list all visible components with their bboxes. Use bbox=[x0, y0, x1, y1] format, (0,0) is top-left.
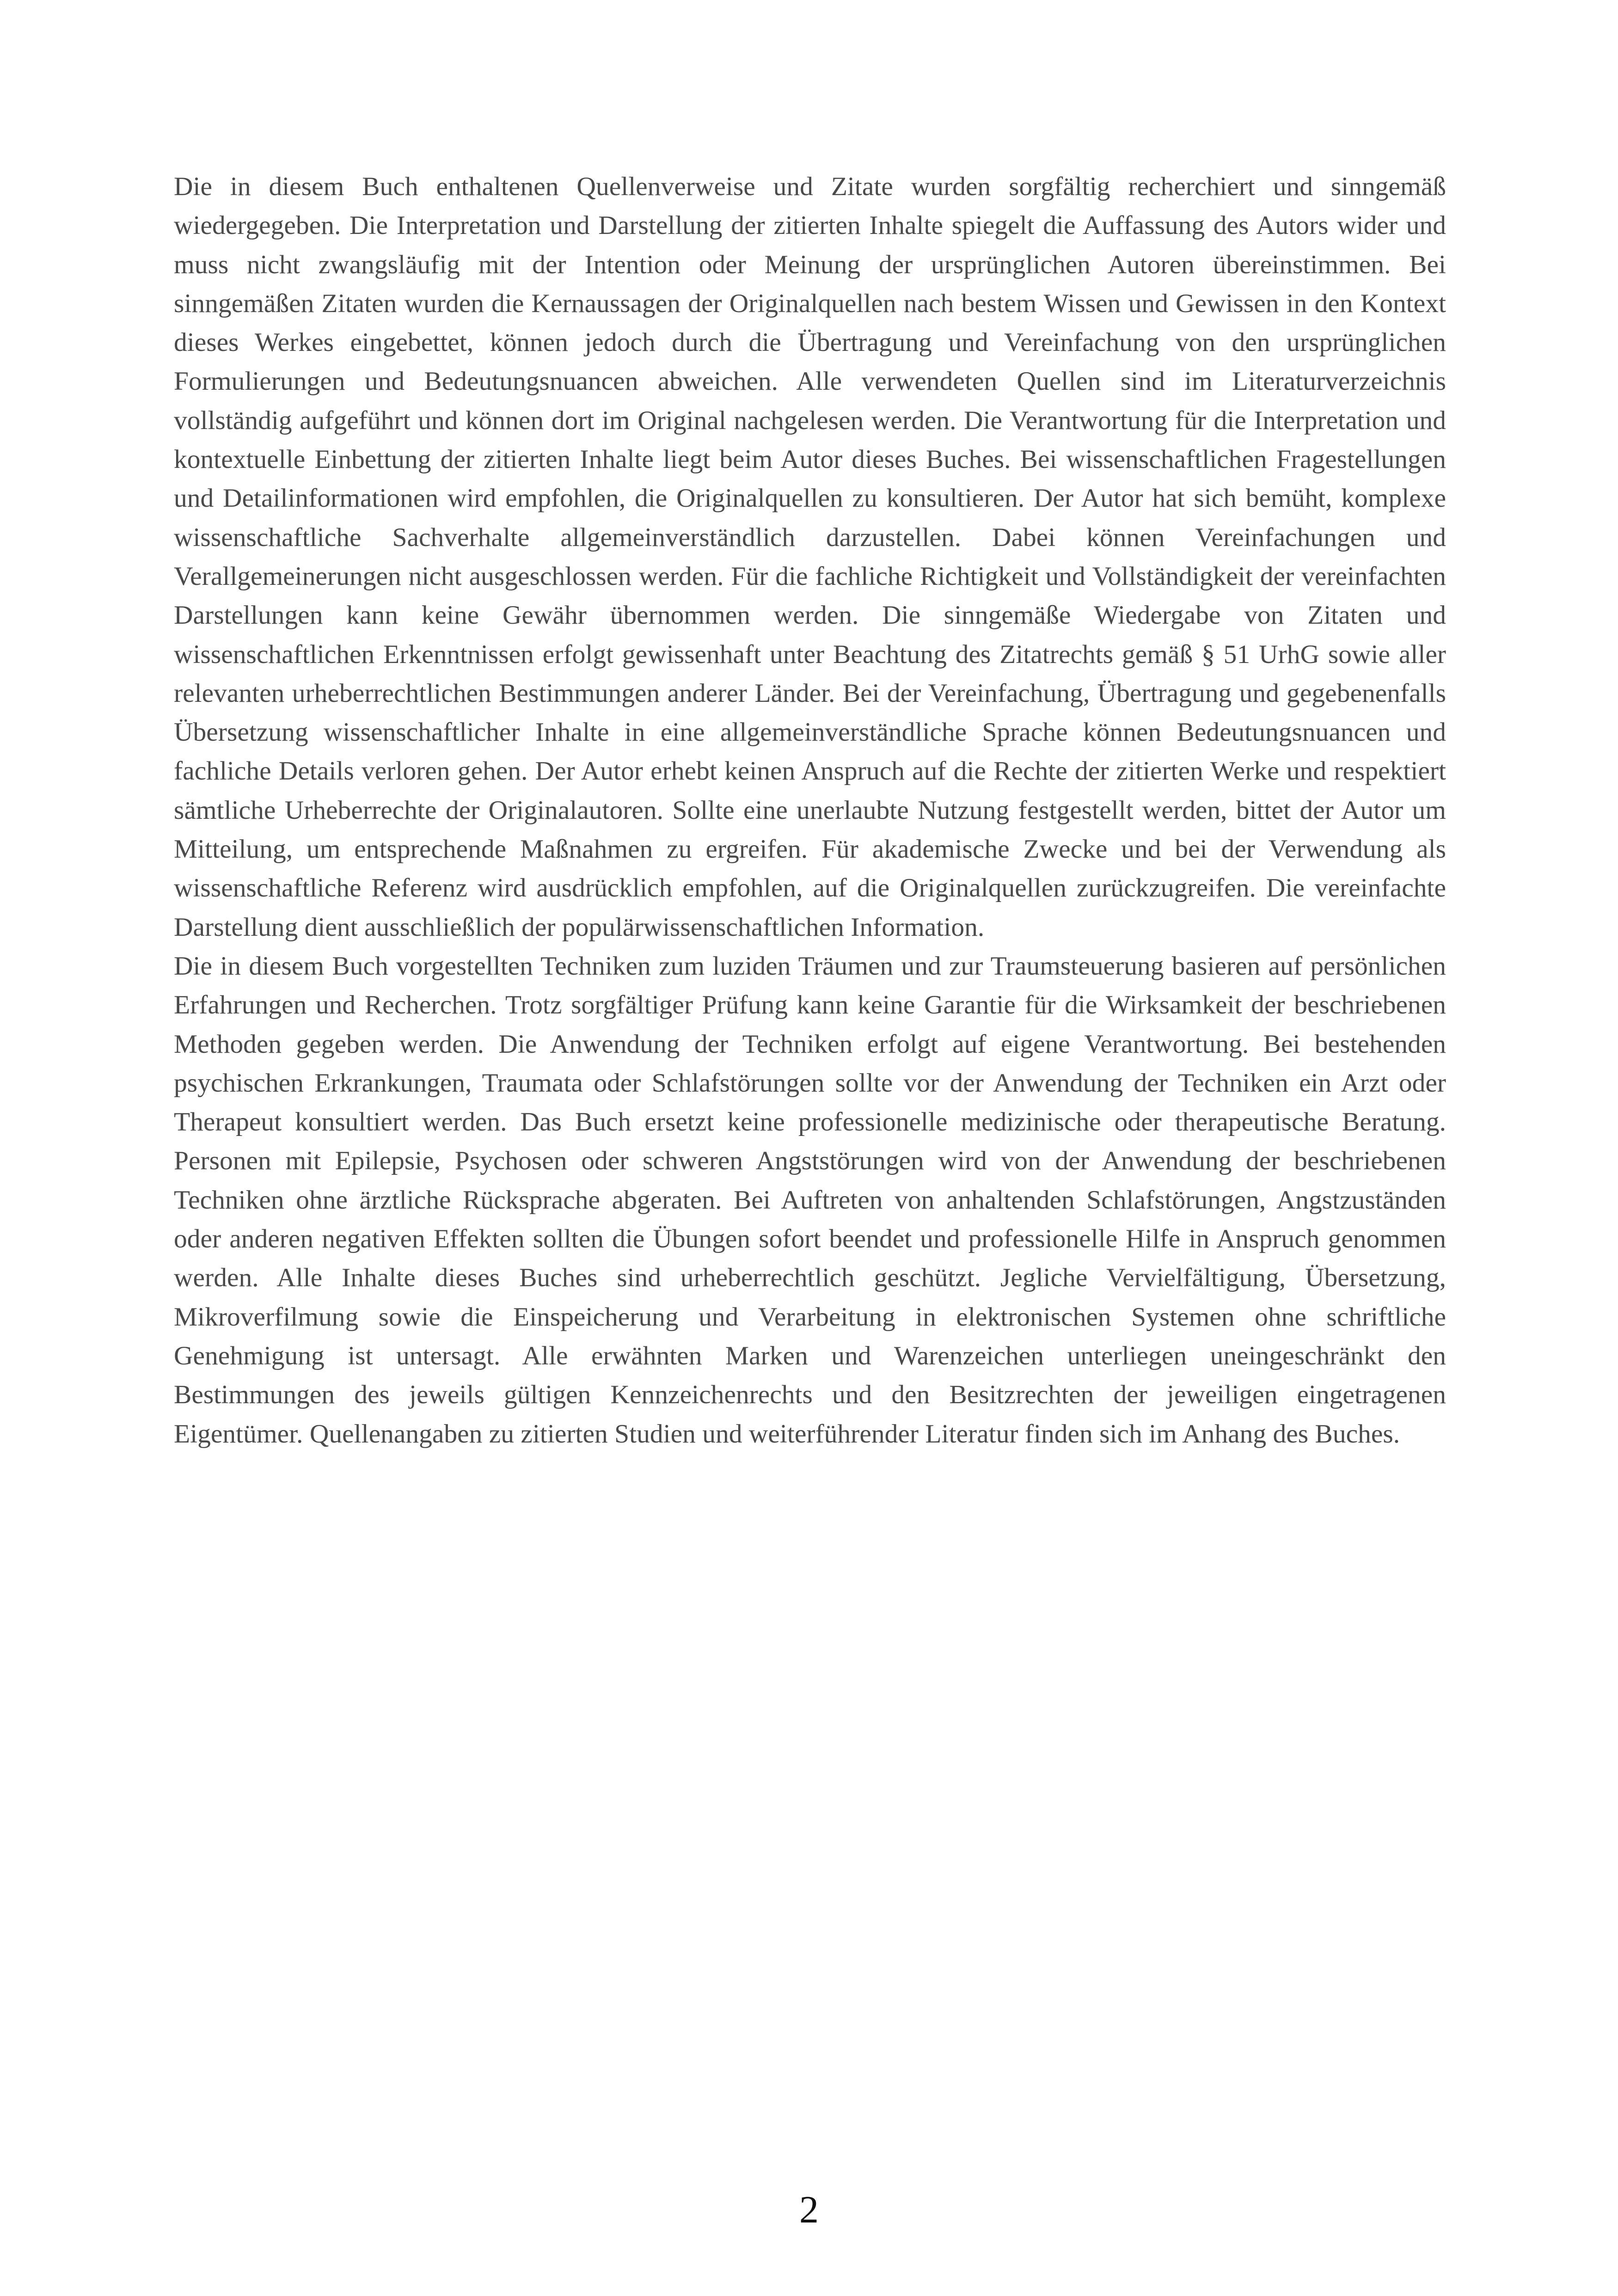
body-text bbox=[174, 167, 1446, 1454]
paragraph-sources-disclaimer: Die in diesem Buch enthaltenen Quellenverweise und Zitate wurden sorgfältig recherchiert und sinngemäß wiedergegeben. Die Interpretation und Darstellung der zitierten Inhalte spiegelt die Auffassung des Autors wider und muss nicht zwangsläufig mit der Intention oder Meinung der ursprünglichen Autoren übereinstimmen. Bei sinngemäßen Zitaten wurden die Kernaussagen der Originalquellen nach bestem Wissen und Gewissen in den Kontext dieses Werkes eingebettet, können jedoch durch die Übertragung und Vereinfachung von den ursprünglichen Formulierungen und Bedeutungsnuancen abweichen. Alle verwendeten Quellen sind im Literaturverzeichnis vollständig aufgeführt und können dort im Original nachgelesen werden. Die Verantwortung für die Interpretation und kontextuelle Einbettung der zitierten Inhalte liegt beim Autor dieses Buches. Bei wissenschaftlichen Fragestellungen und Detailinformationen wird empfohlen, die Originalquellen zu konsultieren. Der Autor hat sich bemüht, komplexe wissenschaftliche Sachverhalte allgemeinverständlich darzustellen. Dabei können Vereinfachungen und Verallgemeinerungen nicht ausgeschlossen werden. Für die fachliche Richtigkeit und Vollständigkeit der vereinfachten Darstellungen kann keine Gewähr übernommen werden. Die sinngemäße Wiedergabe von Zitaten und wissenschaftlichen Erkenntnissen erfolgt gewissenhaft unter Beachtung des Zitatrechts gemäß § 51 UrhG sowie aller relevanten urheberrechtlichen Bestimmungen anderer Länder. Bei der Vereinfachung, Übertragung und gegebenenfalls Übersetzung wissenschaftlicher Inhalte in eine allgemeinverständliche Sprache können Bedeutungsnuancen und fachliche Details verloren gehen. Der Autor erhebt keinen Anspruch auf die Rechte der zitierten Werke und respektiert sämtliche Urheberrechte der Originalautoren. Sollte eine unerlaubte Nutzung festgestellt werden, bittet der Autor um Mitteilung, um entsprechende Maßnahmen zu ergreifen. Für akademische Zwecke und bei der Verwendung als wissenschaftliche Referenz wird ausdrücklich empfohlen, auf die Originalquellen zurückzugreifen. Die vereinfachte Darstellung dient ausschließlich der populärwissenschaftlichen Information. bbox=[174, 172, 1446, 942]
paragraph-techniques-disclaimer: Die in diesem Buch vorgestellten Techniken zum luziden Träumen und zur Traumsteuerung basieren auf persönlichen Erfahrungen und Recherchen. Trotz sorgfältiger Prüfung kann keine Garantie für die Wirksamkeit der beschriebenen Methoden gegeben werden. Die Anwendung der Techniken erfolgt auf eigene Verantwortung. Bei bestehenden psychischen Erkrankungen, Traumata oder Schlafstörungen sollte vor der Anwendung der Techniken ein Arzt oder Therapeut konsultiert werden. Das Buch ersetzt keine professionelle medizinische oder therapeutische Beratung. Personen mit Epilepsie, Psychosen oder schweren Angststörungen wird von der Anwendung der beschriebenen Techniken ohne ärztliche Rücksprache abgeraten. Bei Auftreten von anhaltenden Schlafstörungen, Angstzuständen oder anderen negativen Effekten sollten die Übungen sofort beendet und professionelle Hilfe in Anspruch genommen werden. Alle Inhalte dieses Buches sind urheberrechtlich geschützt. Jegliche Vervielfältigung, Übersetzung, Mikroverfilmung sowie die Einspeicherung und Verarbeitung in elektronischen Systemen ohne schriftliche Genehmigung ist untersagt. Alle erwähnten Marken und Warenzeichen unterliegen uneingeschränkt den Bestimmungen des jeweils gültigen Kennzeichenrechts und den Besitzrechten der jeweiligen eingetragenen Eigentümer. Quellenangaben zu zitierten Studien und weiterführender Literatur finden sich im Anhang des Buches. bbox=[174, 951, 1446, 1449]
page-number: 2 bbox=[799, 2188, 819, 2231]
